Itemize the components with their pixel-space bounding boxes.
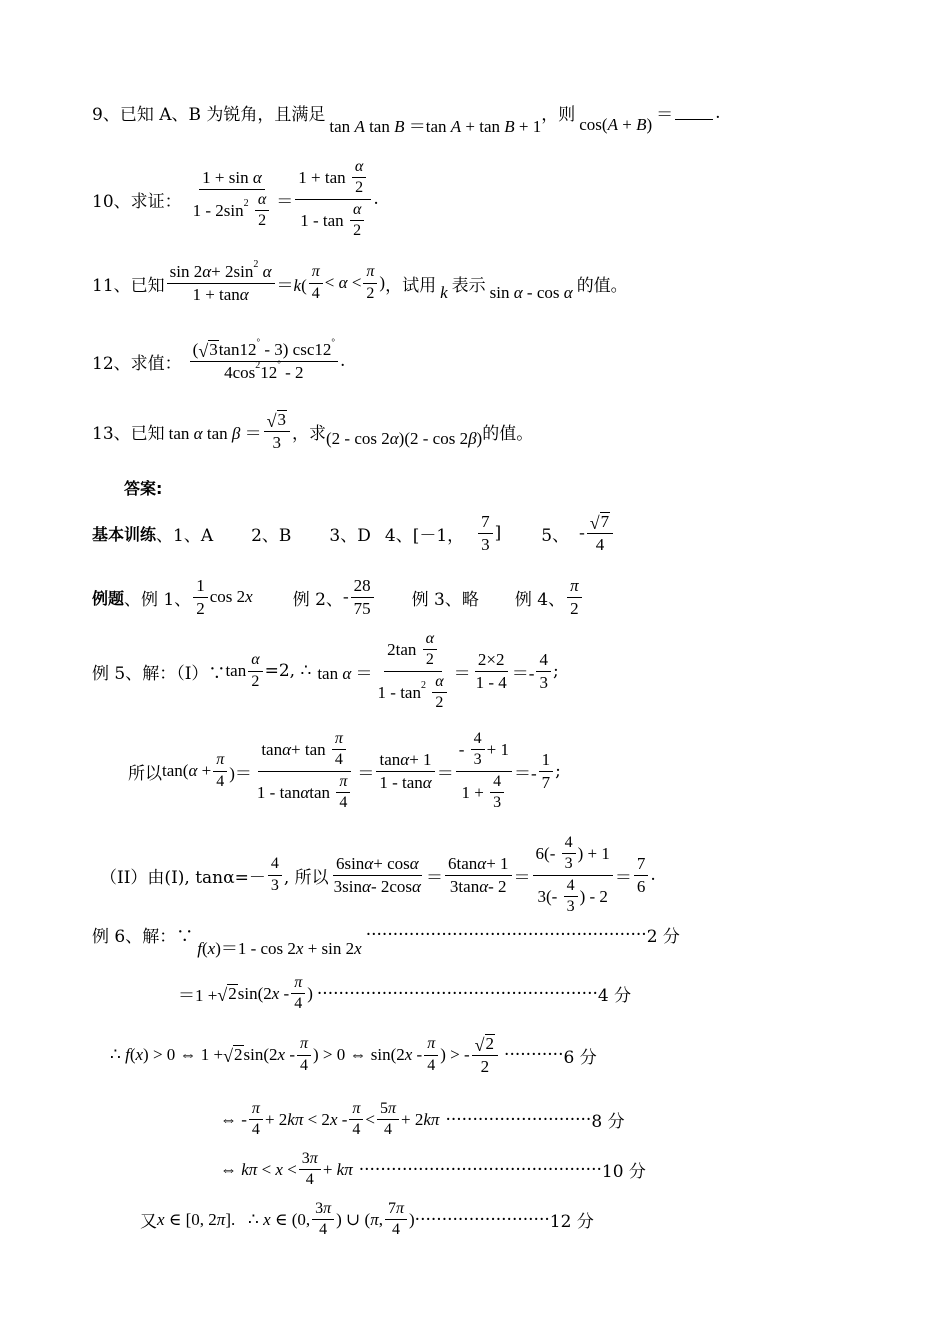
problem-12 — [92, 336, 346, 382]
score: 10 分 — [601, 1162, 646, 1183]
score: 6 分 — [563, 1047, 597, 1068]
problem-text: ，求 — [292, 423, 326, 444]
prefix-text: （II）由(I), tanα=－ — [100, 867, 266, 888]
period: . — [339, 351, 346, 372]
formula-lhs: 1 + sin α 1 - 2sin 2 $\frac{\alpha}{2}$ — [190, 168, 275, 230]
answer-item: 2、B — [251, 525, 292, 546]
example-6-line-2: ＝1 + √ 2 sin(2x - $\frac{\pi}{4}$ ) ···················································· 4 分 — [178, 974, 632, 1013]
score: 12 分 — [549, 1212, 594, 1233]
mid-text: , 所以 — [283, 867, 329, 888]
answer-item: ] — [494, 523, 502, 544]
formula: (2 - cos 2α)(2 - cos 2β) — [326, 429, 483, 449]
problem-text: 已知 A、B 为锐角，且满足 — [119, 105, 326, 125]
example-5-line-2: 所以 tan(α + $\frac{\pi}{4}$ )＝ tan α + tan $\frac{\pi}{4}$ 1 - tan α tan $\frac{\pi}{4}$ ＝ tan α + 1 1 - tan α ＝ - $\frac{4}{3}$ + 1 1 + $\frac{4}{3}$ ＝- $\frac{1}{7}$ ; — [128, 730, 561, 812]
answer-item: 4、[－1， — [384, 525, 465, 546]
formula: tan α tan β ＝ — [168, 423, 262, 443]
problem-number: 9、 — [92, 105, 120, 125]
problem-text: 求证： — [130, 191, 182, 212]
example-6-head: 例 6、解：∵ — [92, 927, 194, 947]
example-6-line-3: ∴ f(x) > 0 ⇔ 1 + √ 2 sin(2x - $\frac{\pi}{4}$ ) > 0 ⇔ sin(2x - $\frac{\pi}{4}$ ) > - √ 2 2 ··········· 6 分 — [110, 1034, 597, 1076]
problem-number: 10、 — [92, 191, 131, 212]
problem-text: 已知 — [130, 275, 165, 296]
problem-text: 求值： — [130, 353, 182, 374]
answer-item: 5、 — [541, 525, 570, 546]
answer-blank — [675, 105, 713, 120]
formula: ( √ 3 tan12 ° - 3) csc12 ° 4cos 2 12 ° - 2 — [190, 340, 338, 382]
examples-label: 例题 — [92, 588, 125, 608]
example-6-line-4: ⇔ - $\frac{\pi}{4}$ + 2kπ < 2x - $\frac{\pi}{4}$ < 5 π 4 + 2kπ ··························· 8 分 — [220, 1100, 625, 1139]
problem-text: ，试用 — [385, 275, 437, 296]
answer-item: 3、D — [329, 525, 371, 546]
basic-training: 基本训练 、1、A 2、B 3、D 4、[－1， $\frac{7}{3}$ ] 5、 - √ 7 4 — [92, 512, 615, 554]
answers-heading — [124, 476, 162, 499]
example-6-line-1: 例 6、解：∵ f(x)＝1 - cos 2x + sin 2x ···················································· 2 分 — [92, 922, 680, 947]
equals-text: =2, ∴ — [264, 661, 312, 682]
example-answers: 例题 、例 1、 $\frac{1}{2}$ cos 2x 例 2、 - $\frac{28}{75}$ 例 3、略 例 4、 $\frac{\pi}{2}$ — [92, 576, 584, 618]
example-6-line-5: ⇔ kπ < x < 3 π 4 + kπ ············································· 10 分 — [220, 1150, 646, 1189]
score: 4 分 — [597, 986, 632, 1007]
formula: sin 2 α + 2sin 2 α 1 + tan α — [167, 262, 275, 304]
answer-item: 、1、A — [156, 525, 214, 546]
example-5-line-3: （II）由(I), tanα=－ $\frac{4}{3}$ , 所以 6sin α + cos α 3sin α - 2cos α ＝ 6tan α + 1 3tan α - 2 ＝ 6(- $\frac{4}{3}$ ) + 1 3(- $\frac{4}{3}$ ) - 2 ＝ $\frac{7}{6}$ . — [100, 834, 656, 916]
problem-number: 11、 — [92, 275, 131, 296]
example-2: 例 2、 — [292, 589, 343, 610]
problem-text: 的值。 — [482, 423, 534, 444]
problem-number: 12、 — [92, 353, 131, 374]
variable-k: k — [440, 283, 448, 303]
problem-text: 表示 — [451, 275, 486, 296]
formula: cos(A + B) — [579, 114, 653, 134]
example-6-line-6: 又 x ∈ [0, 2π]. ∴ x ∈ (0, 3 π 4 ) ∪ (π, 7 π 4 ) ························· 12 分 — [140, 1200, 594, 1239]
formula-rhs: 1 + tan $\frac{\alpha}{2}$ 1 - tan $\frac{\alpha}{2}$ — [295, 158, 371, 241]
problem-text: ，则 — [541, 105, 576, 125]
prefix-text: 又 — [140, 1212, 157, 1233]
problem-13: 13、 已知 tan α tan β ＝ √ 3 3 ，求 (2 - cos 2α)(2 - cos 2β) 的值。 — [92, 410, 534, 452]
example-1: 、例 1、 — [124, 589, 192, 610]
formula: sin α - cos α — [489, 283, 573, 303]
basic-label: 基本训练 — [92, 524, 157, 544]
prefix-text: 所以 — [128, 763, 162, 784]
problem-text: 的值。 — [576, 275, 628, 296]
example-5-line-1: 例 5、解：（I）∵ tan $\frac{\alpha}{2}$ =2, ∴ tan α ＝ 2tan $\frac{\alpha}{2}$ 1 - tan 2 $\frac{\alpha}{2}$ ＝ $\frac{2\times 2}{1 - 4}$ ＝- $\frac{4}{3}$ ; — [92, 630, 559, 712]
example-3: 例 3、略 — [411, 589, 479, 610]
problem-9 — [92, 100, 721, 136]
problem-11: 11、 已知 sin 2 α + 2sin 2 α 1 + tan α ＝k( $\frac{\pi}{4}$ < α < $\frac{\pi}{2}$ ) ，试用 k 表示 sin α - cos α 的值。 — [92, 259, 628, 304]
heading-text: 答案: — [124, 479, 163, 498]
example-4: 例 4、 — [514, 589, 566, 610]
problem-text: 已知 — [130, 423, 165, 444]
problem-number: 13、 — [92, 423, 131, 444]
score: 8 分 — [591, 1112, 625, 1133]
problem-text: ＝ — [656, 105, 674, 125]
example-5-head: 例 5、解：（I）∵ — [92, 663, 226, 684]
problem-10: 10、 求证： 1 + sin α 1 - 2sin 2 $\frac{\alpha}{2}$ ＝ 1 + tan $\frac{\alpha}{2}$ 1 - tan $\frac{\alpha}{2}$ . — [92, 158, 379, 240]
formula: tan A tan B ＝tan A + tan B + 1 — [329, 117, 542, 136]
period: . — [715, 102, 721, 123]
period: . — [373, 189, 379, 210]
score: 2 分 — [646, 927, 680, 947]
